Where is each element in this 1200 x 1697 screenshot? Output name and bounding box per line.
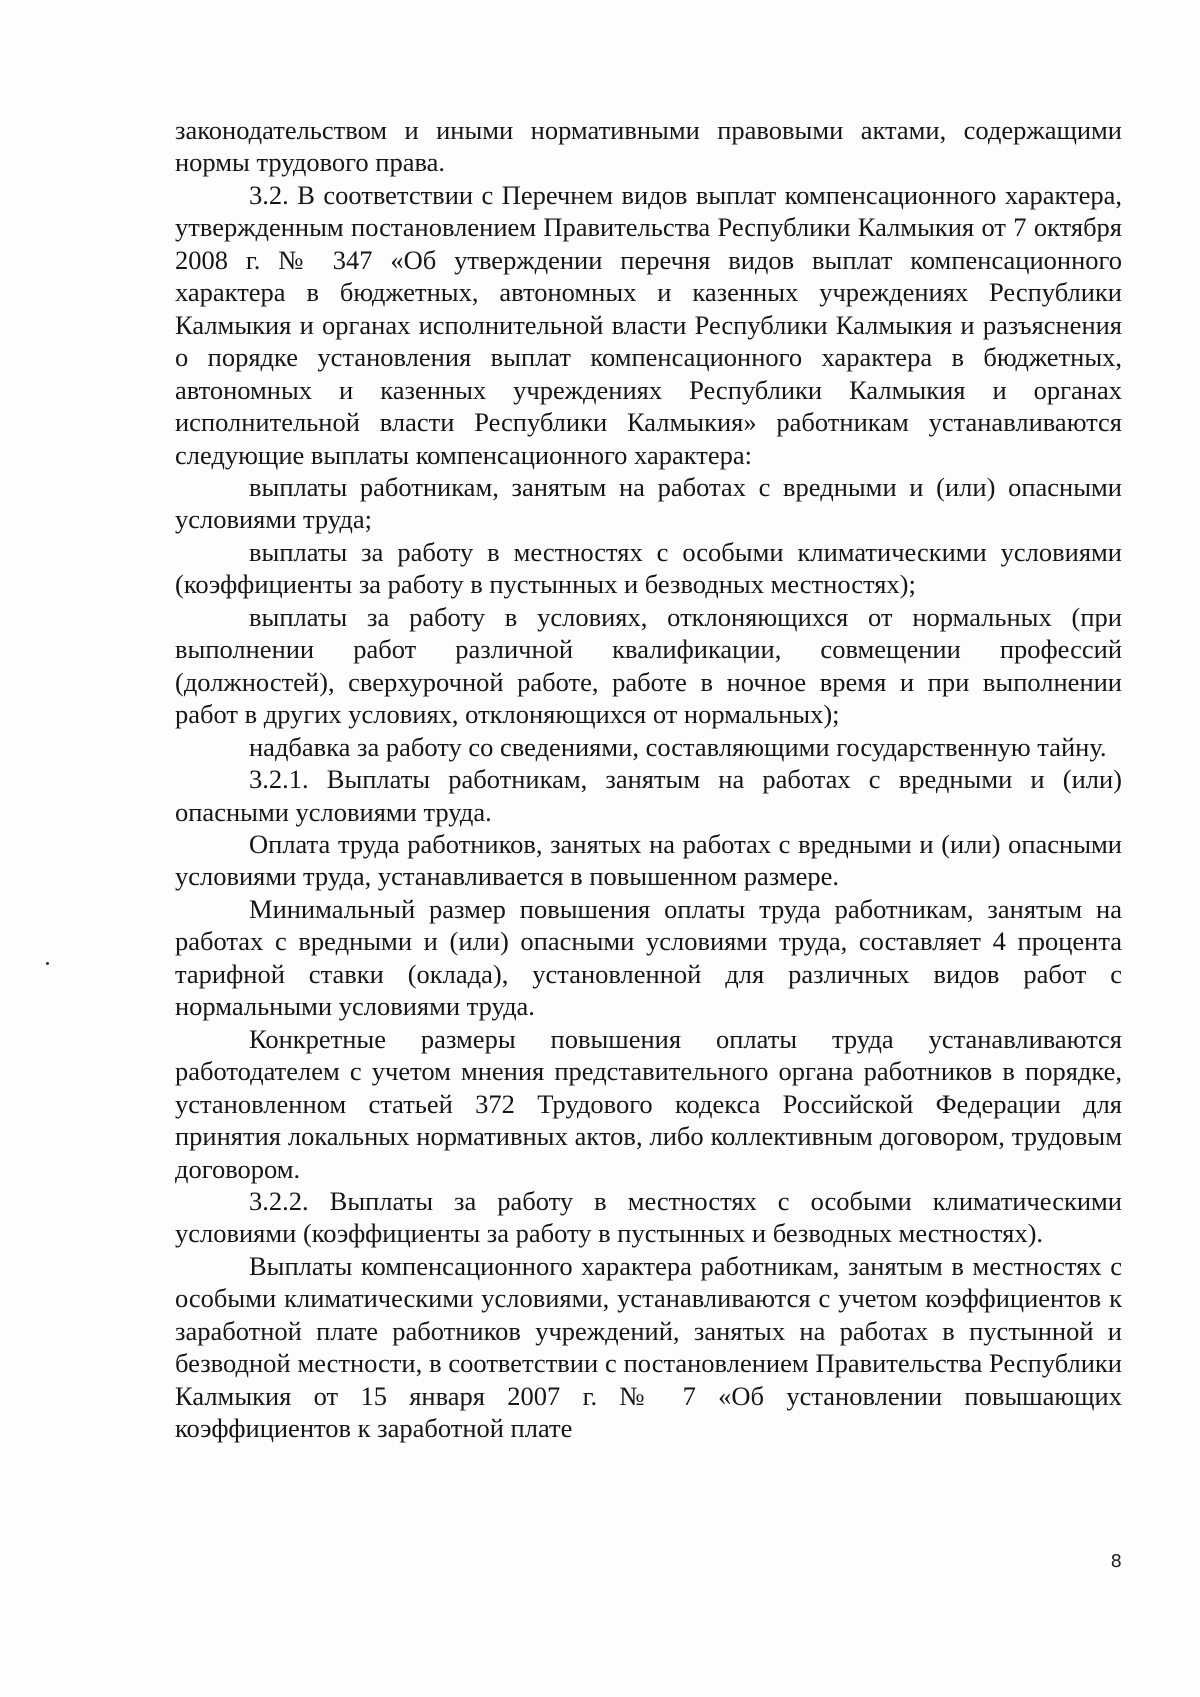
document-body (175, 114, 1122, 1445)
paragraph-increased-pay: Оплата труда работников, занятых на работах с вредными и (или) опасными условиями труда, устанавливается в повышенном размере. (175, 828, 1122, 892)
paragraph-specific-amounts: Конкретные размеры повышения оплаты труда устанавливаются работодателем с учетом мнения представительного органа работников в порядке, установленном статьей 372 Трудового кодекса Российской Федерации для принятия локальных нормативных актов, либо коллективным договором, трудовым договором. (175, 1023, 1122, 1184)
page-number: 8 (1110, 1551, 1122, 1572)
scan-speck (46, 962, 49, 965)
paragraph-compensation-coefficients: Выплаты компенсационного характера работникам, занятым в местностях с особыми климатическими условиями, устанавливаются с учетом коэффициентов к заработной плате работников учреждений, занятых на работах в пустынной и безводной местности, в соответствии с постановлением Правительства Республики Калмыкия от 15 января 2007 г. № 7 «Об установлении повышающих коэффициентов к заработной плате (175, 1250, 1122, 1444)
paragraph-minimum-increase: Минимальный размер повышения оплаты труда работникам, занятым на работах с вредными и (или) опасными условиями труда, составляет 4 процента тарифной ставки (оклада), установленной для различных видов работ с нормальными условиями труда. (175, 893, 1122, 1022)
list-item-state-secret: надбавка за работу со сведениями, составляющими государственную тайну. (249, 731, 1107, 762)
paragraph-section-3-2-2: 3.2.2. Выплаты за работу в местностях с особыми климатическими условиями (коэффициенты за работу в пустынных и безводных местностях). (175, 1185, 1122, 1249)
paragraph-section-3-2: 3.2. В соответствии с Перечнем видов выплат компенсационного характера, утвержденным постановлением Правительства Республики Калмыкия от 7 октября 2008 г. № 347 «Об утверждении перечня видов выплат компенсационного характера в бюджетных, автономных и казенных учреждениях Республики Калмыкия и органах исполнительной власти Республики Калмыкия и разъяснения о порядке установления выплат компенсационного характера в бюджетных, автономных и казенных учреждениях Республики Калмыкия и органах исполнительной власти Республики Калмыкия» работникам устанавливаются следующие выплаты компенсационного характера: (175, 179, 1122, 470)
list-item-climatic-conditions: выплаты за работу в местностях с особыми климатическими условиями (коэффициенты за работу в пустынных и безводных местностях); (175, 536, 1122, 600)
list-item-abnormal-conditions: выплаты за работу в условиях, отклоняющихся от нормальных (при выполнении работ различной квалификации, совмещении профессий (должностей), сверхурочной работе, работе в ночное время и при выполнении работ в других условиях, отклоняющихся от нормальных); (175, 601, 1122, 730)
paragraph-continuation: законодательством и иными нормативными правовыми актами, содержащими нормы трудового права. (175, 115, 1122, 178)
list-item-harmful-conditions: выплаты работникам, занятым на работах с вредными и (или) опасными условиями труда; (175, 471, 1122, 535)
paragraph-section-3-2-1: 3.2.1. Выплаты работникам, занятым на работах с вредными и (или) опасными условиями труда. (175, 764, 1122, 827)
